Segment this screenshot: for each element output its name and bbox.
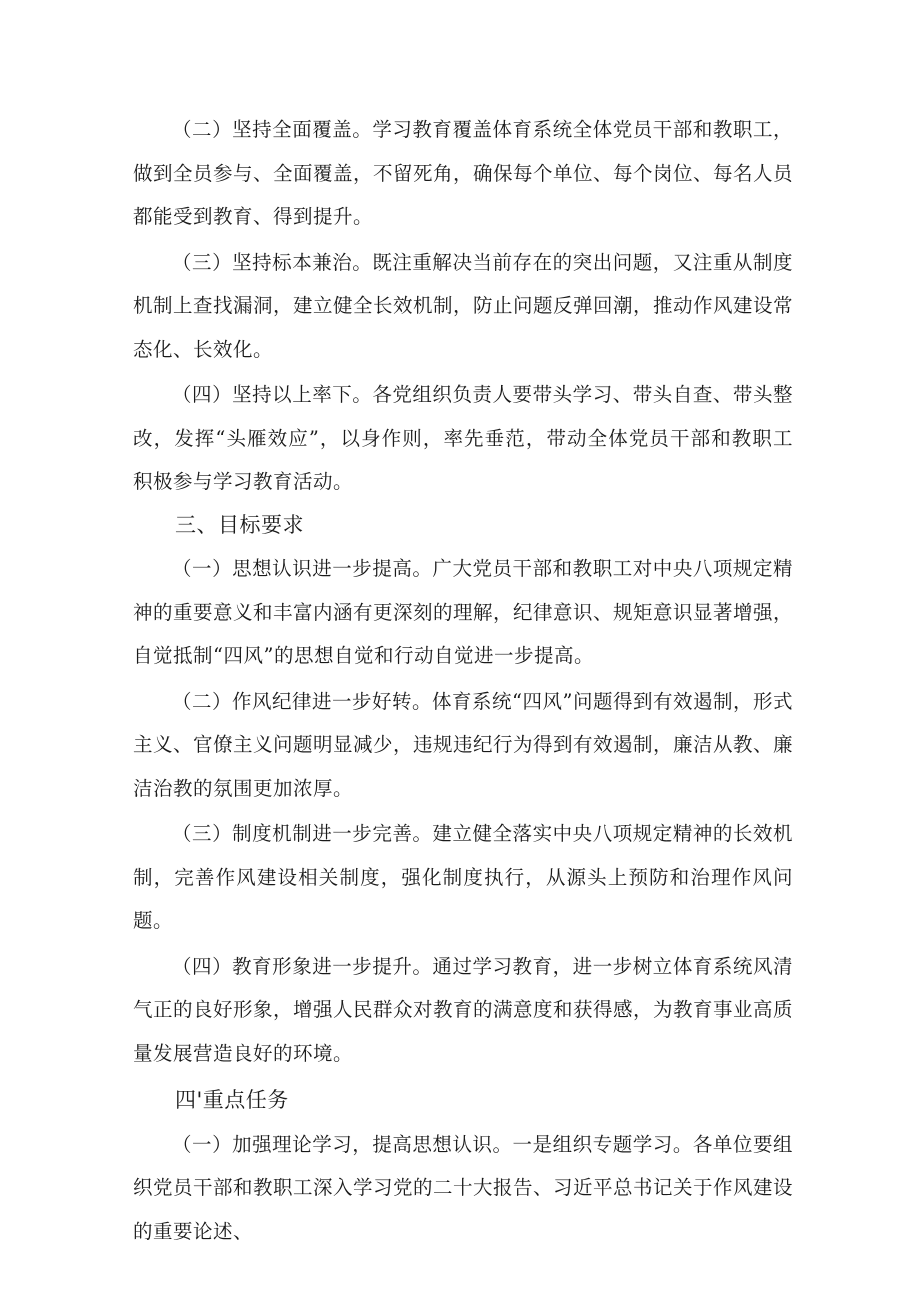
document-page: [133, 108, 793, 1253]
paragraph-ideological-awareness: （一）思想认识进一步提高。广大党员干部和教职工对中央八项规定精神的重要意义和丰富内涵有更深刻的理解，纪律意识、规矩意识显著增强，自觉抵制“四风”的思想自觉和行动自觉进一步提高。: [133, 557, 794, 667]
section-heading-key-tasks: 四'重点任务: [175, 1088, 289, 1112]
section-heading-goals: 三、目标要求: [175, 512, 304, 537]
paragraph-comprehensive-coverage: （二）坚持全面覆盖。学习教育覆盖体育系统全体党员干部和教职工，做到全员参与、全面覆盖，不留死角，确保每个单位、每个岗位、每名人员都能受到教育、得到提升。: [133, 118, 794, 228]
paragraph-work-style-discipline: （二）作风纪律进一步好转。体育系统“四风”问题得到有效遏制，形式主义、官僚主义问题明显减少，违规违纪行为得到有效遏制，廉洁从教、廉洁治教的氛围更加浓厚。: [133, 689, 794, 800]
paragraph-root-and-branch: （三）坚持标本兼治。既注重解决当前存在的突出问题，又注重从制度机制上查找漏洞，建立健全长效机制，防止问题反弹回潮，推动作风建设常态化、长效化。: [133, 250, 794, 361]
paragraph-theory-study: （一）加强理论学习，提高思想认识。一是组织专题学习。各单位要组织党员干部和教职工深入学习党的二十大报告、习近平总书记关于作风建设的重要论述、: [133, 1132, 794, 1243]
paragraph-lead-by-example: （四）坚持以上率下。各党组织负责人要带头学习、带头自查、带头整改，发挥“头雁效应”，以身作则，率先垂范，带动全体党员干部和教职工积极参与学习教育活动。: [133, 383, 793, 493]
paragraph-education-image: （四）教育形象进一步提升。通过学习教育，进一步树立体育系统风清气正的良好形象，增强人民群众对教育的满意度和获得感，为教育事业高质量发展营造良好的环境。: [133, 954, 794, 1065]
paragraph-institutional-mechanisms: （三）制度机制进一步完善。建立健全落实中央八项规定精神的长效机制，完善作风建设相关制度，强化制度执行，从源头上预防和治理作风问题。: [133, 822, 793, 932]
